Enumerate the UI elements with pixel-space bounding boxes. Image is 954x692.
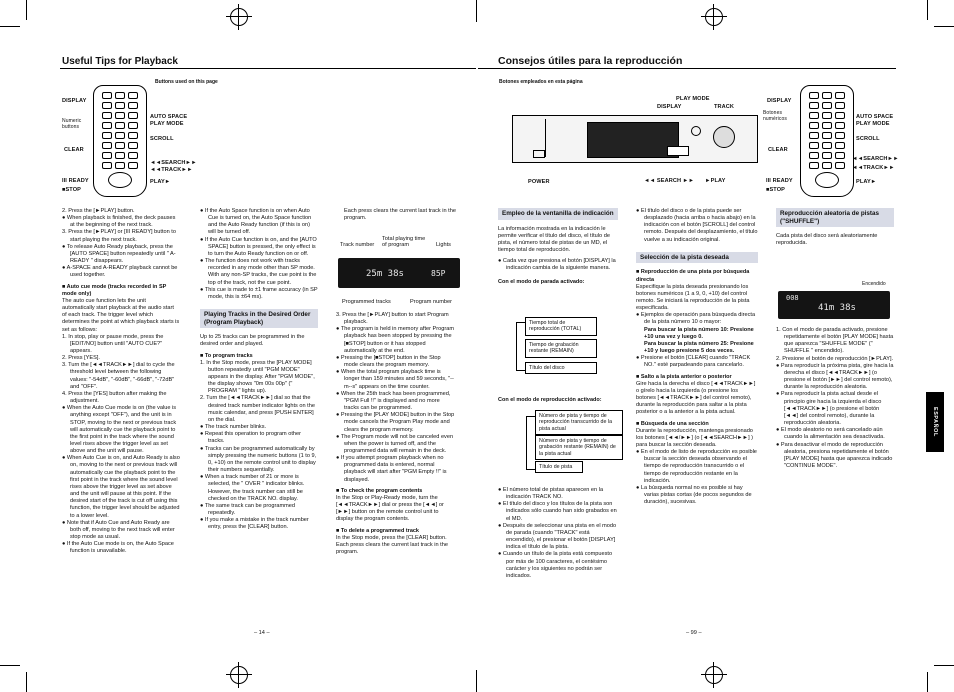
paragraph: ● Pressing the [PLAY MODE] button in the Stop mode cancels the Program Play mode and clears the program memory. bbox=[336, 412, 455, 433]
flow-box: Tiempo total de reproducción (TOTAL) bbox=[525, 317, 597, 336]
page-number: – 14 – bbox=[254, 630, 270, 636]
paragraph: ● Tracks can be programmed automatically by simply pressing the numeric buttons (1 to 9, 0, +10) on the remote control unit to display their numbers sequentially. bbox=[200, 445, 317, 474]
paragraph: ● Presione el botón [CLEAR] cuando "TRACK NO." esté parpadeando para cancelarlo. bbox=[636, 355, 751, 369]
paragraph: ● El número total de pistas aparecen en la indicación TRACK NO. bbox=[498, 487, 604, 501]
paragraph: Up to 25 tracks can be programmed in the desired order and played. bbox=[200, 334, 305, 348]
page-number: – 99 – bbox=[686, 630, 702, 636]
auto-space-label: AUTO SPACE bbox=[150, 114, 188, 120]
paragraph: ● If the Auto Cue function is on, and the [AUTO SPACE] button is pressed, the only effect is to turn the Auto Ready function on or off. bbox=[200, 236, 317, 257]
paragraph: 3. Turn the [◄◄TRACK►►] dial to cycle the threshold level between the following values: "-54dB", "-60dB", "-66dB", "-72dB" and "OFF". bbox=[62, 362, 175, 390]
crop-mark bbox=[26, 672, 27, 692]
display-label: DISPLAY bbox=[62, 98, 87, 104]
paragraph: ● When the total program playback time is longer than 159 minutes and 59 seconds, "--m--s" appears on the time counter. bbox=[336, 369, 454, 390]
paragraph: ● When playback is finished, the deck pauses at the beginning of the next track. bbox=[62, 215, 176, 229]
paragraph: ● La búsqueda normal no es posible si hay varias pistas cortas (de pocos segundos de duración), sucesivas. bbox=[636, 484, 752, 506]
lcd-display bbox=[778, 291, 890, 319]
paragraph: ● The track number blinks. bbox=[200, 424, 267, 431]
clear-label: CLEAR bbox=[64, 147, 84, 153]
lcd-time: 41m 38s bbox=[818, 303, 856, 313]
lcd-right: 85P bbox=[431, 269, 446, 278]
crop-mark bbox=[927, 672, 928, 692]
flow-box: Tiempo de grabación restante (REMAIN) bbox=[525, 339, 597, 358]
paragraph: Durante la reproducción, mantenga presionado los botones [◄◄/►►] (o [◄◄SEARCH►►] ) para buscar la sección deseada. bbox=[636, 427, 754, 448]
registration-mark bbox=[705, 8, 723, 26]
paragraph: Para buscar la pista número 10: Presione +10 una vez y luego 0. bbox=[644, 326, 754, 340]
search-label: ◄◄SEARCH►► bbox=[852, 156, 899, 162]
paragraph: 2. Presione el botón de reproducción [►PLAY]. bbox=[776, 355, 894, 362]
paragraph: 3. Press the [►PLAY] or [III READY] button to start playing the next track. bbox=[62, 229, 176, 243]
paragraph: 2. Press [YES]. bbox=[62, 355, 100, 362]
crop-mark bbox=[934, 26, 954, 27]
programmed-tracks-label: Programmed tracks bbox=[342, 299, 391, 305]
paragraph: ● Cada vez que presiona el botón [DISPLAY] la indicación cambia de la siguiente manera. bbox=[498, 258, 616, 272]
section-box-shuffle: Reproducción aleatoria de pistas ("SHUFFLE") bbox=[776, 208, 894, 227]
flow-arrow bbox=[526, 416, 535, 470]
paragraph: ● En el modo de listo de reproducción es posible buscar la sección deseada observando el tiempo de reproducción transcurrido o el tiempo de reproducción restante en la indicación. bbox=[636, 449, 757, 484]
flow-box: Título de pista bbox=[535, 461, 583, 473]
right-column-3 bbox=[776, 208, 894, 248]
paragraph: Cada pista del disco será aleatoriamente reproducida. bbox=[776, 233, 878, 247]
paragraph: La información mostrada en la indicación le permite verificar el título del disco, el título de pista, el número total de pistas de un MD, el tiempo total de reproducción. bbox=[498, 225, 610, 254]
paragraph: ● The same track can be programmed repeatedly. bbox=[200, 502, 295, 516]
play-label: ►PLAY bbox=[705, 178, 726, 184]
paragraph: ● Para reproducir la pista actual desde el principio gire hacia la izquierda el disco [◄◄TRACK►►] (o presione el botón [◄◄] del control remoto), durante la reproducción aleatoria. bbox=[776, 391, 882, 427]
numeric-buttons-label: Numeric buttons bbox=[62, 118, 82, 130]
paragraph: ● When the Auto Cue mode is on (the value is anything except "OFF"), and the unit is in STOP, moving to the next or previous track will automatically cue the playback point to the first point in the track where the sound level rises above the trigger level as set above and the unit will pause. bbox=[62, 405, 177, 455]
paragraph: In the Stop or Play-Ready mode, turn the [◄◄TRACK►►] dial or press the [◄◄] or [►►] button on the remote control unit to display the program contents. bbox=[336, 494, 444, 523]
power-label: POWER bbox=[528, 179, 550, 185]
paragraph: ● When a track number of 21 or more is selected, the " OVER " indicator blinks. However, the track number can still be checked on the TRACK NO. display. bbox=[200, 474, 305, 502]
display-label: DISPLAY bbox=[767, 98, 792, 104]
left-column-1 bbox=[62, 208, 180, 556]
paragraph: ● A-SPACE and A-READY playback cannot be used together. bbox=[62, 265, 178, 279]
play-mode-caption: Con el modo de reproducción activado: bbox=[498, 397, 602, 403]
paragraph: 2. Press the [►PLAY] button. bbox=[62, 208, 135, 214]
paragraph: 3. Press the [►PLAY] button to start Program playback. bbox=[336, 312, 449, 326]
crop-mark bbox=[934, 665, 954, 666]
crop-mark bbox=[927, 0, 928, 20]
registration-mark bbox=[705, 666, 723, 684]
right-column-1 bbox=[498, 208, 618, 286]
paragraph: ● El título del disco y los títulos de la pista son indicados sólo cuando han sido grabados en el MD. bbox=[498, 501, 617, 522]
remote-control bbox=[93, 85, 147, 197]
stop-label: ■STOP bbox=[766, 187, 786, 193]
buttons-caption: Botones empleados en esta página bbox=[499, 79, 583, 85]
numeric-buttons-label: Botones numéricos bbox=[763, 110, 787, 122]
search-label: ◄◄SEARCH►► bbox=[150, 160, 197, 166]
lcd-track: 008 bbox=[786, 294, 799, 302]
subheading: ■ Auto cue mode (tracks recorded in SP mode only) bbox=[62, 283, 167, 297]
paragraph: ● The Program mode will not be canceled even when the power is turned off, and the programmed data will remain in the deck. bbox=[336, 433, 454, 454]
registration-mark bbox=[230, 666, 248, 684]
registration-mark bbox=[230, 8, 248, 26]
paragraph: ● Para reproducir la próxima pista, gire hacia la derecha el disco [◄◄TRACK►►] (o presione el botón [►►] del control remoto), durante la reproducción aleatoria. bbox=[776, 362, 894, 391]
left-column-2 bbox=[200, 208, 318, 531]
paragraph: ● Pressing the [■STOP] button in the Stop mode clears the program memory. bbox=[336, 354, 441, 369]
header-rule bbox=[60, 68, 476, 69]
left-column-3-top bbox=[344, 208, 462, 222]
crop-mark bbox=[0, 26, 20, 27]
stop-label: ■STOP bbox=[62, 187, 82, 193]
display-label: DISPLAY bbox=[657, 104, 682, 110]
stop-mode-caption: Con el modo de parada activado: bbox=[498, 278, 585, 285]
paragraph: 1. In stop, play or pause mode, press the [EDIT/NO] button until "AUTO CUE?" appears. bbox=[62, 333, 164, 354]
paragraph: The auto cue function lets the unit automatically start playback at the audio start of each track. The trigger level which determines the point at which playback starts is set as follows: bbox=[62, 297, 180, 333]
paragraph: Each press clears the current last track in the program. bbox=[344, 208, 456, 222]
paragraph: 1. Con el modo de parada activado, presione repetidamente el botón [PLAY MODE] hasta que aparezca "SHUFFLE MODE" (" SHUFFLE " encendido). bbox=[776, 327, 894, 355]
buttons-caption: Buttons used on this page bbox=[155, 79, 218, 85]
paragraph: ● The program is held in memory after Program playback has been stopped by pressing the [■STOP] button or it has stopped automatically at the end. bbox=[336, 326, 454, 354]
track-number-label: Track number bbox=[340, 242, 375, 248]
program-number-label: Program number bbox=[410, 299, 452, 305]
play-mode-label: PLAY MODE bbox=[856, 121, 890, 127]
lights-label: Lights bbox=[436, 242, 451, 248]
section-box-display-window: Empleo de la ventanilla de indicación bbox=[498, 208, 618, 220]
subheading: ■ To check the program contents bbox=[336, 487, 423, 494]
right-column-1b bbox=[498, 487, 620, 580]
flow-box: Número de pista y tiempo de reproducción transcurrido de la pista actual bbox=[535, 410, 623, 435]
paragraph: ● When Auto Cue is on, and Auto Ready is also on, moving to the next or previous track will automatically cue the playback point to the first point in the track where the sound level rises above the trigger level as set above and the unit will pause at this point. If the desired start of the track is cut off using this function, the trigger level should be adjusted to a lower level. bbox=[62, 455, 180, 519]
paragraph: ● This cue is made to ±1 frame accuracy (in SP mode, this is ±64 ms). bbox=[200, 286, 318, 300]
paragraph: 1. In the Stop mode, press the [PLAY MODE] button repeatedly until "PGM MODE" appears in the display. After "PGM MODE", the display shows "0m 00s 00p" (" PROGRAM " lights up). bbox=[200, 359, 315, 395]
play-mode-label: PLAY MODE bbox=[676, 96, 710, 102]
paragraph: ● If the Auto Cue mode is on, the Auto Space function is unavailable. bbox=[62, 541, 174, 555]
right-column-3b bbox=[776, 327, 894, 470]
crop-mark bbox=[0, 665, 20, 666]
paragraph: ● Después de seleccionar una pista en el modo de parada (cuando "TRACK" está encendido), el presionar el botón [DISPLAY] indica el título de la pista. bbox=[498, 522, 617, 551]
section-title: Consejos útiles para la reproducción bbox=[498, 55, 683, 67]
encendido-label: Encendido bbox=[862, 281, 886, 287]
crop-mark bbox=[476, 0, 477, 22]
right-column-2 bbox=[636, 208, 758, 506]
md-player bbox=[512, 115, 758, 163]
paragraph: Gire hacia la derecha el disco [◄◄TRACK►►] o gírelo hacia la izquierda (o presione los botones [◄◄TRACK►►] del control remoto), durante la reproducción para saltar a la pista posterior o a la anterior a la pista actual. bbox=[636, 380, 756, 416]
language-tab: ESPAÑOL bbox=[926, 392, 944, 452]
paragraph: ● El título del disco o de la pista puede ser desplazado (hacia arriba o hacia abajo) en la indicación con el botón [SCROLL] del control remoto. Después del desplazamiento, el título vuelve a su indicación original. bbox=[636, 208, 758, 243]
play-label: PLAY► bbox=[856, 179, 877, 185]
play-mode-label: PLAY MODE bbox=[150, 121, 184, 127]
auto-space-label: AUTO SPACE bbox=[856, 114, 894, 120]
search-label: ◄◄ SEARCH ►► bbox=[644, 178, 695, 184]
paragraph: ● Ejemplos de operación para búsqueda directa de la pista número 10 o mayor: bbox=[636, 312, 756, 326]
track-label: TRACK bbox=[714, 104, 735, 110]
track-label: ◄◄TRACK►► bbox=[852, 165, 895, 171]
section-box-program-playback: Playing Tracks in the Desired Order (Program Playback) bbox=[200, 309, 318, 328]
paragraph: ● Cuando un título de la pista está compuesto por más de 100 caracteres, el centésimo carácter y los siguientes no podrán ser indicados. bbox=[498, 551, 613, 579]
lcd-main: 25m 38s bbox=[366, 269, 404, 279]
crop-mark bbox=[26, 0, 27, 20]
left-column-3 bbox=[336, 312, 456, 556]
paragraph: ● To release Auto Ready playback, press the [AUTO SPACE] button repeatedly until " A-READY " disappears. bbox=[62, 243, 176, 265]
subheading: ■ To delete a programmed track bbox=[336, 527, 419, 534]
scroll-label: SCROLL bbox=[150, 136, 174, 142]
subheading: ■ Salto a la pista anterior o posterior bbox=[636, 373, 732, 380]
track-label: ◄◄TRACK►► bbox=[150, 167, 193, 173]
paragraph: ● When the 25th track has been programmed, "PGM Full !!" is displayed and no more tracks can be programmed. bbox=[336, 390, 451, 412]
ready-label: III READY bbox=[766, 178, 793, 184]
paragraph: 2. Turn the [◄◄TRACK►►] dial so that the desired track number indicator lights on the music calendar, and press [PUSH ENTER] on the dial. bbox=[200, 395, 315, 423]
crop-mark bbox=[476, 670, 477, 692]
paragraph: Para buscar la pista número 25: Presione +10 y luego presione 5 dos veces. bbox=[644, 340, 754, 355]
remote-control bbox=[800, 85, 854, 197]
subheading: ■ Reproducción de una pista por búsqueda directa bbox=[636, 269, 750, 283]
subheading: ■ Búsqueda de una sección bbox=[636, 420, 709, 427]
flow-box: Número de pista y tiempo de grabación restante (REMAIN) de la pista actual bbox=[535, 435, 623, 460]
lcd-display bbox=[338, 258, 460, 288]
paragraph: In the Stop mode, press the [CLEAR] button. Each press clears the current last track in the program. bbox=[336, 534, 448, 555]
section-box-track-select: Selección de la pista deseada bbox=[636, 252, 758, 264]
paragraph: ● If you attempt program playback when no programmed data is entered, normal playback will start after "PGM Empty !!" is displayed. bbox=[336, 455, 447, 483]
section-title: Useful Tips for Playback bbox=[62, 56, 178, 67]
flow-box: Título del disco bbox=[525, 362, 597, 374]
paragraph: 4. Press the [YES] button after making the adjustment. bbox=[62, 390, 167, 405]
clear-label: CLEAR bbox=[768, 147, 788, 153]
paragraph: ● If you make a mistake in the track number entry, press the [CLEAR] button. bbox=[200, 517, 309, 531]
ready-label: III READY bbox=[62, 178, 89, 184]
paragraph: ● The function does not work with tracks recorded in any mode other than SP mode. With any non-SP tracks, the cue point is the top of the track, not the cue point. bbox=[200, 258, 317, 286]
play-label: PLAY► bbox=[150, 179, 171, 185]
paragraph: ● El modo aleatorio no será cancelado aún cuando la alimentación sea desactivada. bbox=[776, 427, 885, 441]
paragraph: ● Para desactivar el modo de reproducción aleatoria, presiona repetidamente el botón [PLAY MODE] hasta que aparezca indicado "CONTINUE MODE". bbox=[776, 441, 893, 469]
scroll-label: SCROLL bbox=[856, 136, 880, 142]
paragraph: ● Repeat this operation to program other tracks. bbox=[200, 431, 302, 445]
header-rule bbox=[478, 68, 896, 69]
paragraph: ● If the Auto Space function is on when Auto Cue is turned on, the Auto Space function and the Auto Ready function (if this is on) will be turned off. bbox=[200, 208, 312, 236]
subheading: ■ To program tracks bbox=[200, 352, 253, 359]
total-time-label: Total playing time of program bbox=[382, 236, 426, 248]
flow-arrow bbox=[516, 322, 525, 371]
paragraph: Especifique la pista deseada presionando los botones numéricos (1 a 9, 0, +10) del control remoto. Se iniciará la reproducción de la pista especificada. bbox=[636, 283, 750, 312]
paragraph: ● Note that if Auto Cue and Auto Ready are both off, moving to the next track will enter stop mode as usual. bbox=[62, 519, 175, 541]
